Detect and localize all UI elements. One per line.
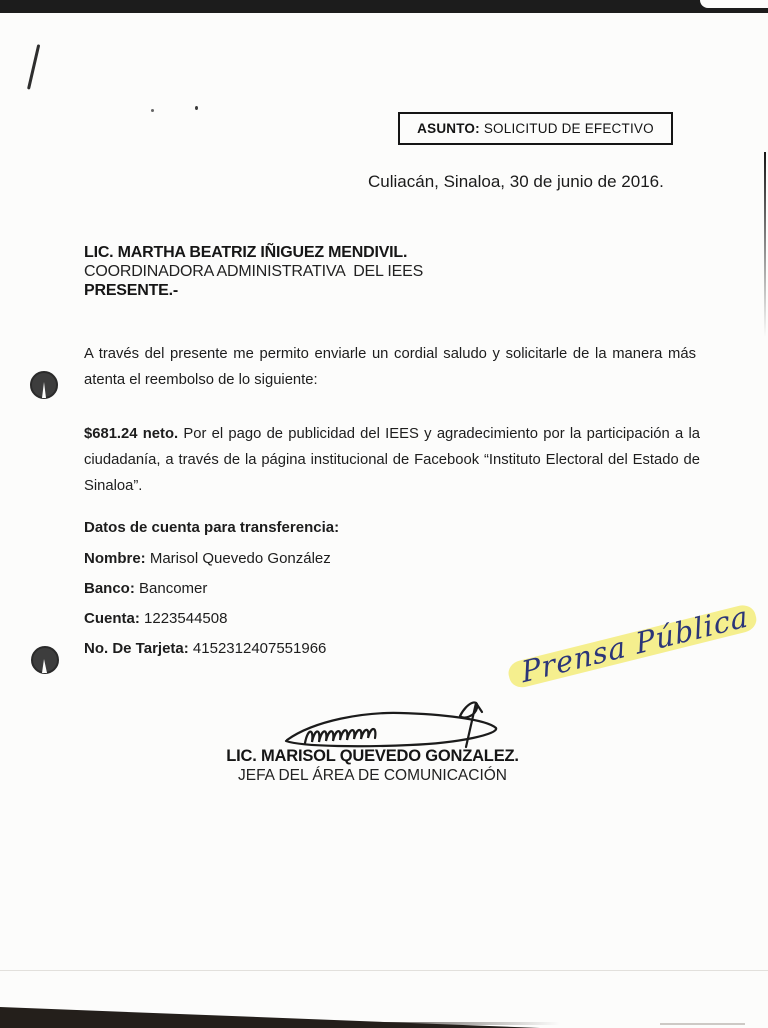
transfer-value: Bancomer: [139, 580, 208, 597]
transfer-label: Cuenta:: [84, 610, 140, 627]
transfer-value: Marisol Quevedo González: [149, 550, 331, 567]
transfer-label: Nombre:: [84, 550, 146, 567]
scan-top-edge-bar: [0, 0, 768, 13]
subject-text: SOLICITUD DE EFECTIVO: [483, 121, 654, 136]
signatory-name: LIC. MARISOL QUEVEDO GONZALEZ.: [226, 747, 519, 765]
transfer-heading: Datos de cuenta para transferencia:: [84, 519, 340, 536]
transfer-label: No. De Tarjeta:: [84, 640, 189, 657]
transfer-label: Banco:: [84, 580, 135, 597]
ink-blob-mark: [30, 646, 60, 676]
transfer-row-name: [84, 550, 339, 567]
transfer-row-account: [84, 610, 339, 627]
dateline: Culiacán, Sinaloa, 30 de junio de 2016.: [368, 172, 664, 191]
recipient-salutation: PRESENTE.-: [84, 282, 179, 299]
scan-bottom-tail: [300, 1022, 560, 1025]
body-paragraph-2: [84, 421, 700, 499]
scan-top-corner-notch: [700, 0, 768, 8]
ink-blob-mark: [29, 371, 59, 401]
transfer-details-block: [84, 519, 339, 670]
body-paragraph-1: A través del presente me permito enviarle un cordial saludo y solicitarle de la manera más atenta el reembolso de lo siguiente:: [84, 346, 696, 388]
pen-slash-mark: [27, 44, 40, 89]
signature-scribble: [270, 695, 510, 753]
subject-label: ASUNTO:: [417, 121, 480, 136]
transfer-value: 1223544508: [144, 610, 228, 627]
scan-right-edge-line: [764, 152, 766, 337]
paragraph-2-text: Por el pago de publicidad del IEES y agradecimiento por la participación a la ciudadanía, a través de la página institucional de Facebook “Instituto Electoral del Estado de Sinaloa”.: [84, 426, 700, 494]
signatory-title: JEFA DEL ÁREA DE COMUNICACIÓN: [237, 767, 507, 784]
subject-box: [398, 112, 673, 145]
annotation-area: [519, 598, 768, 707]
scan-faint-line: [0, 970, 768, 971]
recipient-name: LIC. MARTHA BEATRIZ IÑIGUEZ MENDIVIL.: [84, 244, 408, 261]
dust-speck: [195, 106, 198, 110]
transfer-value: 4152312407551966: [192, 640, 327, 657]
transfer-row-card: [84, 640, 339, 657]
recipient-title: COORDINADORA ADMINISTRATIVA DEL IEES: [84, 263, 424, 280]
scan-bottom-right-line: [660, 1023, 745, 1025]
amount-text: $681.24 neto.: [84, 426, 179, 442]
annotation-rotated-group: [514, 599, 758, 702]
recipient-block: [84, 243, 423, 300]
handwritten-annotation: Prensa Pública: [519, 598, 751, 690]
transfer-row-bank: [84, 580, 339, 597]
dust-speck: [151, 109, 154, 112]
